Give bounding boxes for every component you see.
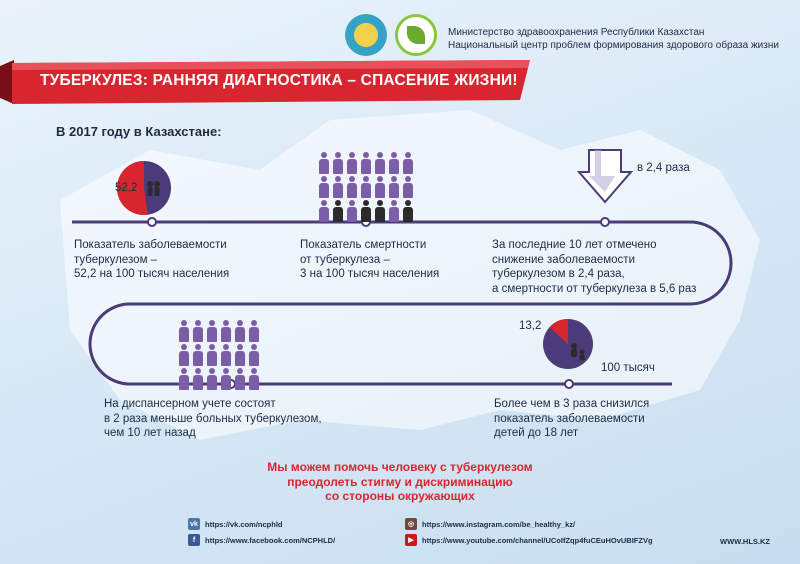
fact-line: а смертности от туберкулеза в 5,6 раз [492,282,697,295]
fact-line: детей до 18 лет [494,427,579,439]
fact-line: снижение заболеваемости [492,253,635,266]
fact-line: 3 на 100 тысяч населения [300,268,440,280]
fact-children [494,397,714,441]
dispensary-crowd-icon [178,320,270,390]
facebook-icon: f [188,534,200,546]
page-title: ТУБЕРКУЛЕЗ: РАННЯЯ ДИАГНОСТИКА – СПАСЕНИЕ ЖИЗНИ! [40,72,518,89]
children-pie-label: 13,2 [519,320,542,332]
fact-line: показатель заболеваемости [494,412,645,425]
fact-line: Показатель смертности [300,239,427,251]
fact-line: чем 10 лет назад [104,427,196,439]
fact-line: За последние 10 лет отмечено [492,239,657,251]
fact-incidence [74,238,284,282]
children-pie [543,319,593,369]
appeal-line: преодолеть стигму и дискриминацию [287,474,513,489]
fact-line: Показатель заболеваемости [74,239,227,251]
website-link[interactable]: WWW.HLS.KZ [720,537,770,546]
vk-link[interactable] [188,518,283,530]
incidence-pie-label: 52,2 [115,182,138,194]
fact-dispensary [104,397,384,441]
youtube-link[interactable] [405,534,653,546]
fact-mortality [300,238,480,282]
facebook-link[interactable] [188,534,335,546]
vk-url[interactable]: https://vk.com/ncphld [205,519,283,529]
subtitle: В 2017 году в Казахстане: [56,124,222,139]
fact-line: от туберкулеза – [300,253,390,266]
instagram-icon: ◎ [405,518,417,530]
ministry-line-2: Национальный центр проблем формирования здорового образа жизни [448,40,779,51]
appeal-line: со стороны окружающих [325,489,475,503]
facebook-url[interactable]: https://www.facebook.com/NCPHLD/ [205,535,336,545]
decrease-arrow-icon [579,150,631,202]
decrease-arrow-label: в 2,4 раза [637,162,690,174]
fact-line: 52,2 на 100 тысяч населения [74,268,230,280]
fact-line: туберкулезом – [74,253,158,266]
youtube-icon: ▶ [405,534,417,546]
appeal-message [200,460,600,504]
fact-line: Более чем в 3 раза снизился [494,398,650,410]
children-pie-base-label: 100 тысяч [601,362,655,374]
appeal-line: Мы можем помочь человеку с туберкулезом [267,460,533,474]
ministry-line-1: Министерство здравоохранения Республики Казахстан [448,27,705,38]
timeline-dot-5 [565,380,573,388]
mortality-crowd-icon [318,152,416,222]
timeline-dot-3 [601,218,609,226]
fact-line: туберкулезом в 2,4 раза, [492,268,625,280]
fact-line: в 2 раза меньше больных туберкулезом, [104,412,322,425]
youtube-url[interactable]: https://www.youtube.com/channel/UCoIfZqp4fuCEuHOvUBIFZVg [422,535,653,545]
timeline-dot-1 [148,218,156,226]
fact-decline [492,238,732,296]
instagram-link[interactable] [405,518,575,530]
instagram-url[interactable]: https://www.instagram.com/be_healthy_kz/ [422,519,576,529]
fact-line: На диспансерном учете состоят [104,398,276,410]
vk-icon: vk [188,518,200,530]
